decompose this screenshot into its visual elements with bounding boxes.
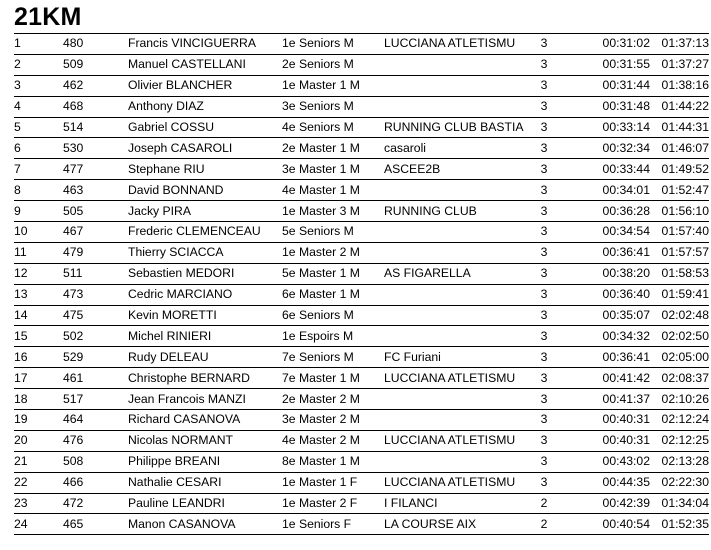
finish-time-cell: 02:12:25	[650, 430, 709, 451]
bib-cell: 479	[63, 242, 128, 263]
laps-cell: 3	[520, 451, 568, 472]
laps-cell: 3	[520, 284, 568, 305]
category-cell: 6e Seniors M	[282, 305, 384, 326]
club-cell: casaroli	[384, 138, 520, 159]
category-cell: 2e Master 1 M	[282, 138, 384, 159]
category-cell: 1e Seniors M	[282, 34, 384, 55]
table-row	[14, 96, 709, 117]
split-time-cell: 00:33:14	[568, 117, 650, 138]
rank-cell: 16	[14, 347, 63, 368]
split-time-cell: 00:35:07	[568, 305, 650, 326]
finish-time-cell: 02:10:26	[650, 389, 709, 410]
runner-name-cell: Manon CASANOVA	[128, 514, 282, 535]
laps-cell: 3	[520, 54, 568, 75]
bib-cell: 509	[63, 54, 128, 75]
laps-cell: 2	[520, 514, 568, 535]
rank-cell: 8	[14, 180, 63, 201]
runner-name-cell: Thierry SCIACCA	[128, 242, 282, 263]
laps-cell: 3	[520, 263, 568, 284]
rank-cell: 21	[14, 451, 63, 472]
rank-cell: 5	[14, 117, 63, 138]
rank-cell: 9	[14, 201, 63, 222]
page-title: 21KM	[14, 3, 82, 31]
club-cell	[384, 222, 520, 243]
table-row	[14, 263, 709, 284]
laps-cell: 3	[520, 96, 568, 117]
rank-cell: 1	[14, 34, 63, 55]
bib-cell: 472	[63, 493, 128, 514]
club-cell: I FILANCI	[384, 493, 520, 514]
split-time-cell: 00:36:40	[568, 284, 650, 305]
laps-cell: 3	[520, 430, 568, 451]
runner-name-cell: Michel RINIERI	[128, 326, 282, 347]
laps-cell: 3	[520, 117, 568, 138]
rank-cell: 10	[14, 222, 63, 243]
category-cell: 4e Master 2 M	[282, 430, 384, 451]
rank-cell: 11	[14, 242, 63, 263]
club-cell	[384, 284, 520, 305]
laps-cell: 3	[520, 305, 568, 326]
club-cell: RUNNING CLUB BASTIA	[384, 117, 520, 138]
finish-time-cell: 01:52:35	[650, 514, 709, 535]
runner-name-cell: Jacky PIRA	[128, 201, 282, 222]
club-cell	[384, 242, 520, 263]
table-row	[14, 201, 709, 222]
bib-cell: 517	[63, 389, 128, 410]
category-cell: 1e Seniors F	[282, 514, 384, 535]
bib-cell: 466	[63, 472, 128, 493]
category-cell: 2e Seniors M	[282, 54, 384, 75]
club-cell: AS FIGARELLA	[384, 263, 520, 284]
table-row	[14, 305, 709, 326]
category-cell: 3e Master 2 M	[282, 410, 384, 431]
category-cell: 7e Master 1 M	[282, 368, 384, 389]
category-cell: 7e Seniors M	[282, 347, 384, 368]
results-table	[14, 33, 709, 535]
category-cell: 1e Master 1 M	[282, 75, 384, 96]
finish-time-cell: 01:52:47	[650, 180, 709, 201]
split-time-cell: 00:44:35	[568, 472, 650, 493]
finish-time-cell: 02:02:50	[650, 326, 709, 347]
runner-name-cell: Nathalie CESARI	[128, 472, 282, 493]
runner-name-cell: Gabriel COSSU	[128, 117, 282, 138]
club-cell	[384, 75, 520, 96]
bib-cell: 463	[63, 180, 128, 201]
bib-cell: 511	[63, 263, 128, 284]
finish-time-cell: 01:57:40	[650, 222, 709, 243]
runner-name-cell: Christophe BERNARD	[128, 368, 282, 389]
club-cell: LA COURSE AIX	[384, 514, 520, 535]
bib-cell: 465	[63, 514, 128, 535]
table-row	[14, 180, 709, 201]
table-row	[14, 451, 709, 472]
club-cell	[384, 389, 520, 410]
split-time-cell: 00:42:39	[568, 493, 650, 514]
runner-name-cell: Pauline LEANDRI	[128, 493, 282, 514]
split-time-cell: 00:31:44	[568, 75, 650, 96]
bib-cell: 476	[63, 430, 128, 451]
rank-cell: 14	[14, 305, 63, 326]
bib-cell: 468	[63, 96, 128, 117]
club-cell	[384, 326, 520, 347]
club-cell: LUCCIANA ATLETISMU	[384, 368, 520, 389]
bib-cell: 530	[63, 138, 128, 159]
table-row	[14, 430, 709, 451]
rank-cell: 18	[14, 389, 63, 410]
laps-cell: 3	[520, 368, 568, 389]
runner-name-cell: Rudy DELEAU	[128, 347, 282, 368]
category-cell: 1e Master 2 M	[282, 242, 384, 263]
rank-cell: 4	[14, 96, 63, 117]
runner-name-cell: Joseph CASAROLI	[128, 138, 282, 159]
category-cell: 3e Master 1 M	[282, 159, 384, 180]
table-row	[14, 117, 709, 138]
split-time-cell: 00:41:42	[568, 368, 650, 389]
split-time-cell: 00:43:02	[568, 451, 650, 472]
finish-time-cell: 01:58:53	[650, 263, 709, 284]
rank-cell: 6	[14, 138, 63, 159]
rank-cell: 17	[14, 368, 63, 389]
rank-cell: 20	[14, 430, 63, 451]
bib-cell: 480	[63, 34, 128, 55]
finish-time-cell: 01:44:22	[650, 96, 709, 117]
laps-cell: 3	[520, 34, 568, 55]
finish-time-cell: 02:22:30	[650, 472, 709, 493]
runner-name-cell: Francis VINCIGUERRA	[128, 34, 282, 55]
club-cell: LUCCIANA ATLETISMU	[384, 430, 520, 451]
split-time-cell: 00:40:54	[568, 514, 650, 535]
results-body	[14, 34, 709, 535]
finish-time-cell: 01:59:41	[650, 284, 709, 305]
runner-name-cell: Manuel CASTELLANI	[128, 54, 282, 75]
bib-cell: 461	[63, 368, 128, 389]
rank-cell: 24	[14, 514, 63, 535]
club-cell	[384, 96, 520, 117]
club-cell: LUCCIANA ATLETISMU	[384, 472, 520, 493]
split-time-cell: 00:36:41	[568, 242, 650, 263]
category-cell: 1e Master 2 F	[282, 493, 384, 514]
table-row	[14, 410, 709, 431]
finish-time-cell: 01:38:16	[650, 75, 709, 96]
club-cell	[384, 451, 520, 472]
bib-cell: 464	[63, 410, 128, 431]
split-time-cell: 00:41:37	[568, 389, 650, 410]
finish-time-cell: 02:02:48	[650, 305, 709, 326]
table-row	[14, 389, 709, 410]
rank-cell: 22	[14, 472, 63, 493]
category-cell: 1e Espoirs M	[282, 326, 384, 347]
split-time-cell: 00:38:20	[568, 263, 650, 284]
rank-cell: 7	[14, 159, 63, 180]
bib-cell: 467	[63, 222, 128, 243]
club-cell: ASCEE2B	[384, 159, 520, 180]
laps-cell: 3	[520, 242, 568, 263]
laps-cell: 3	[520, 138, 568, 159]
split-time-cell: 00:33:44	[568, 159, 650, 180]
table-row	[14, 138, 709, 159]
club-cell: FC Furiani	[384, 347, 520, 368]
runner-name-cell: Jean Francois MANZI	[128, 389, 282, 410]
finish-time-cell: 01:34:04	[650, 493, 709, 514]
finish-time-cell: 02:12:24	[650, 410, 709, 431]
runner-name-cell: David BONNAND	[128, 180, 282, 201]
split-time-cell: 00:31:02	[568, 34, 650, 55]
laps-cell: 3	[520, 201, 568, 222]
club-cell: RUNNING CLUB	[384, 201, 520, 222]
category-cell: 3e Seniors M	[282, 96, 384, 117]
bib-cell: 514	[63, 117, 128, 138]
runner-name-cell: Cedric MARCIANO	[128, 284, 282, 305]
runner-name-cell: Philippe BREANI	[128, 451, 282, 472]
finish-time-cell: 01:44:31	[650, 117, 709, 138]
rank-cell: 12	[14, 263, 63, 284]
laps-cell: 3	[520, 159, 568, 180]
category-cell: 5e Master 1 M	[282, 263, 384, 284]
category-cell: 4e Seniors M	[282, 117, 384, 138]
table-row	[14, 347, 709, 368]
finish-time-cell: 01:49:52	[650, 159, 709, 180]
table-row	[14, 368, 709, 389]
bib-cell: 477	[63, 159, 128, 180]
split-time-cell: 00:31:48	[568, 96, 650, 117]
laps-cell: 3	[520, 75, 568, 96]
rank-cell: 15	[14, 326, 63, 347]
rank-cell: 3	[14, 75, 63, 96]
table-row	[14, 326, 709, 347]
bib-cell: 473	[63, 284, 128, 305]
split-time-cell: 00:36:41	[568, 347, 650, 368]
split-time-cell: 00:36:28	[568, 201, 650, 222]
bib-cell: 505	[63, 201, 128, 222]
table-row	[14, 54, 709, 75]
table-row	[14, 222, 709, 243]
runner-name-cell: Frederic CLEMENCEAU	[128, 222, 282, 243]
club-cell	[384, 305, 520, 326]
table-row	[14, 75, 709, 96]
runner-name-cell: Nicolas NORMANT	[128, 430, 282, 451]
category-cell: 1e Master 3 M	[282, 201, 384, 222]
split-time-cell: 00:34:01	[568, 180, 650, 201]
laps-cell: 3	[520, 326, 568, 347]
laps-cell: 2	[520, 493, 568, 514]
finish-time-cell: 02:05:00	[650, 347, 709, 368]
split-time-cell: 00:34:54	[568, 222, 650, 243]
rank-cell: 23	[14, 493, 63, 514]
finish-time-cell: 02:13:28	[650, 451, 709, 472]
category-cell: 6e Master 1 M	[282, 284, 384, 305]
bib-cell: 502	[63, 326, 128, 347]
finish-time-cell: 01:46:07	[650, 138, 709, 159]
laps-cell: 3	[520, 410, 568, 431]
table-row	[14, 242, 709, 263]
bib-cell: 508	[63, 451, 128, 472]
bib-cell: 529	[63, 347, 128, 368]
laps-cell: 3	[520, 472, 568, 493]
table-row	[14, 493, 709, 514]
laps-cell: 3	[520, 180, 568, 201]
laps-cell: 3	[520, 347, 568, 368]
finish-time-cell: 01:37:13	[650, 34, 709, 55]
split-time-cell: 00:40:31	[568, 430, 650, 451]
laps-cell: 3	[520, 389, 568, 410]
finish-time-cell: 01:57:57	[650, 242, 709, 263]
split-time-cell: 00:31:55	[568, 54, 650, 75]
table-row	[14, 284, 709, 305]
rank-cell: 19	[14, 410, 63, 431]
club-cell	[384, 180, 520, 201]
laps-cell: 3	[520, 222, 568, 243]
runner-name-cell: Anthony DIAZ	[128, 96, 282, 117]
category-cell: 1e Master 1 F	[282, 472, 384, 493]
split-time-cell: 00:34:32	[568, 326, 650, 347]
club-cell: LUCCIANA ATLETISMU	[384, 34, 520, 55]
runner-name-cell: Richard CASANOVA	[128, 410, 282, 431]
club-cell	[384, 54, 520, 75]
table-row	[14, 514, 709, 535]
rank-cell: 13	[14, 284, 63, 305]
finish-time-cell: 01:37:27	[650, 54, 709, 75]
rank-cell: 2	[14, 54, 63, 75]
bib-cell: 462	[63, 75, 128, 96]
runner-name-cell: Kevin MORETTI	[128, 305, 282, 326]
category-cell: 5e Seniors M	[282, 222, 384, 243]
table-row	[14, 34, 709, 55]
table-row	[14, 472, 709, 493]
runner-name-cell: Stephane RIU	[128, 159, 282, 180]
runner-name-cell: Olivier BLANCHER	[128, 75, 282, 96]
split-time-cell: 00:40:31	[568, 410, 650, 431]
category-cell: 2e Master 2 M	[282, 389, 384, 410]
club-cell	[384, 410, 520, 431]
runner-name-cell: Sebastien MEDORI	[128, 263, 282, 284]
table-row	[14, 159, 709, 180]
bib-cell: 475	[63, 305, 128, 326]
split-time-cell: 00:32:34	[568, 138, 650, 159]
category-cell: 4e Master 1 M	[282, 180, 384, 201]
finish-time-cell: 01:56:10	[650, 201, 709, 222]
finish-time-cell: 02:08:37	[650, 368, 709, 389]
category-cell: 8e Master 1 M	[282, 451, 384, 472]
